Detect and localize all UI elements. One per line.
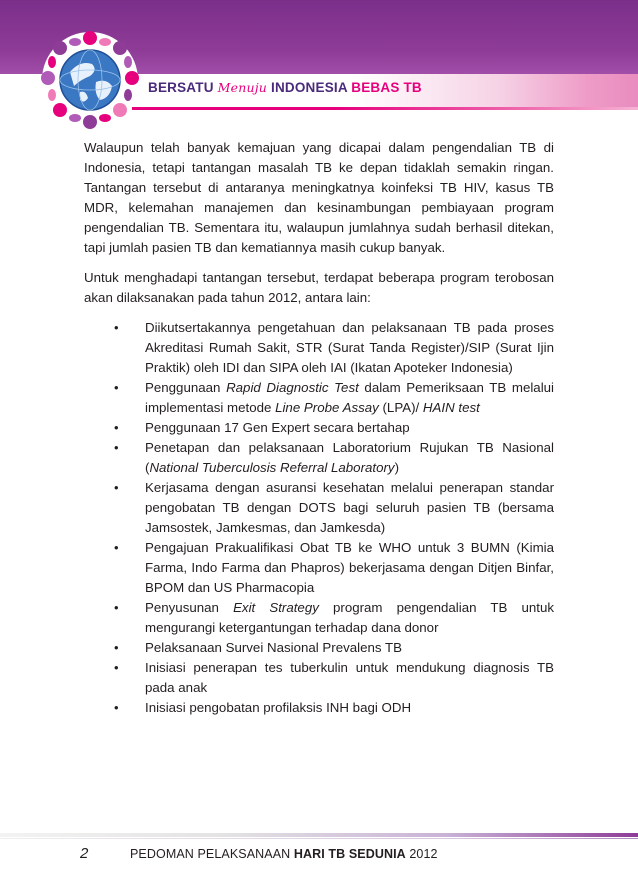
- bullet-icon: •: [114, 600, 119, 615]
- list-item-text: Penyusunan: [145, 600, 234, 615]
- brand-title: [148, 80, 422, 95]
- list-item-text: Diikutsertakannya pengetahuan dan pelaksanaan TB pada proses Akreditasi Rumah Sakit, STR (Surat Tanda Register)/SIP (Surat Ijin Praktik) oleh IDI dan SIPA oleh IAI (Ikatan Apoteker Indonesia): [145, 320, 554, 375]
- footer-title-regular: PEDOMAN PELAKSANAAN: [130, 847, 294, 861]
- bullet-icon: •: [114, 420, 119, 435]
- brand-bersatu: BERSATU: [148, 80, 214, 95]
- list-item-italic: Exit Strategy: [233, 600, 319, 615]
- bullet-icon: •: [114, 640, 119, 655]
- list-item: [84, 698, 554, 718]
- bullet-icon: •: [114, 540, 119, 555]
- bullet-icon: •: [114, 320, 119, 335]
- list-item-text: Kerjasama dengan asuransi kesehatan melalui penerapan standar pengobatan TB dengan DOTS bagi seluruh pasien TB (bersama Jamsostek, Jamkesmas, dan Jamkesda): [145, 480, 554, 535]
- list-item-text: program pengendalian TB untuk mengurangi ketergantungan terhadap dana donor: [145, 600, 554, 635]
- header-magenta-rule: [132, 107, 638, 110]
- list-item-text: Inisiasi penerapan tes tuberkulin untuk mendukung diagnosis TB pada anak: [145, 660, 554, 695]
- footer-title-bold: HARI TB SEDUNIA: [293, 847, 406, 861]
- list-item: [84, 538, 554, 598]
- footer-year: 2012: [405, 847, 438, 861]
- list-item: [84, 378, 554, 418]
- bullet-icon: •: [114, 380, 119, 395]
- list-item: [84, 638, 554, 658]
- list-item: [84, 318, 554, 378]
- list-item-text: Penetapan dan pelaksanaan Laboratorium Rujukan TB Nasional (: [145, 440, 554, 475]
- list-item-text: Penggunaan: [145, 380, 227, 395]
- bullet-icon: •: [114, 480, 119, 495]
- list-item: [84, 658, 554, 698]
- brand-menuju: Menuju: [217, 80, 268, 95]
- body-content: [84, 138, 554, 718]
- page-number: 2: [80, 845, 89, 862]
- list-item-text: (LPA)/: [378, 400, 423, 415]
- paragraph-challenges: Walaupun telah banyak kemajuan yang dicapai dalam pengendalian TB di Indonesia, tetapi tantangan masalah TB ke depan tidaklah semakin ringan. Tantangan tersebut di antaranya meningkatnya koinfeksi TB HIV, kasus TB MDR, kelemahan manajemen dan kesinambungan pembiayaan program pengendalian TB. Sementara itu, walaupun jumlahnya sudah berhasil ditekan, tapi jumlah pasien TB dan kematiannya masih cukup banyak.: [84, 140, 554, 255]
- bullet-icon: •: [114, 440, 119, 455]
- brand-bebas-tb: BEBAS TB: [351, 80, 422, 95]
- list-item-text: Pelaksanaan Survei Nasional Prevalens TB: [145, 640, 402, 655]
- list-item-text: Pengajuan Prakualifikasi Obat TB ke WHO untuk 3 BUMN (Kimia Farma, Indo Farma dan Phapros) bekerjasama dengan Ditjen Binfar, BPOM dan US Pharmacopia: [145, 540, 554, 595]
- list-item-text: Penggunaan 17 Gen Expert secara bertahap: [145, 420, 410, 435]
- list-item: [84, 438, 554, 478]
- footer-rule-thin: [0, 838, 638, 839]
- list-item: [84, 478, 554, 538]
- list-item: [84, 418, 554, 438]
- globe-people-logo-icon: [40, 30, 140, 130]
- brand-indonesia: INDONESIA: [271, 80, 348, 95]
- list-item-text: dalam Pemeriksaan TB melalui implementasi metode: [145, 380, 555, 415]
- list-item-italic: National Tuberculosis Referral Laboratory: [149, 460, 395, 475]
- list-item-italic: Line Probe Assay: [275, 400, 379, 415]
- footer-rule: [0, 833, 638, 837]
- bullet-icon: •: [114, 700, 119, 715]
- paragraph-programs-intro: Untuk menghadapi tantangan tersebut, terdapat beberapa program terobosan akan dilaksanakan pada tahun 2012, antara lain:: [84, 270, 554, 305]
- list-item-italic: Rapid Diagnostic Test: [226, 380, 359, 395]
- list-item-italic: HAIN test: [422, 400, 480, 415]
- list-item-text: Inisiasi pengobatan profilaksis INH bagi ODH: [145, 700, 412, 715]
- program-list: [84, 318, 554, 718]
- footer-title: [130, 847, 438, 861]
- list-item: [84, 598, 554, 638]
- list-item-text: ): [394, 460, 399, 475]
- bullet-icon: •: [114, 660, 119, 675]
